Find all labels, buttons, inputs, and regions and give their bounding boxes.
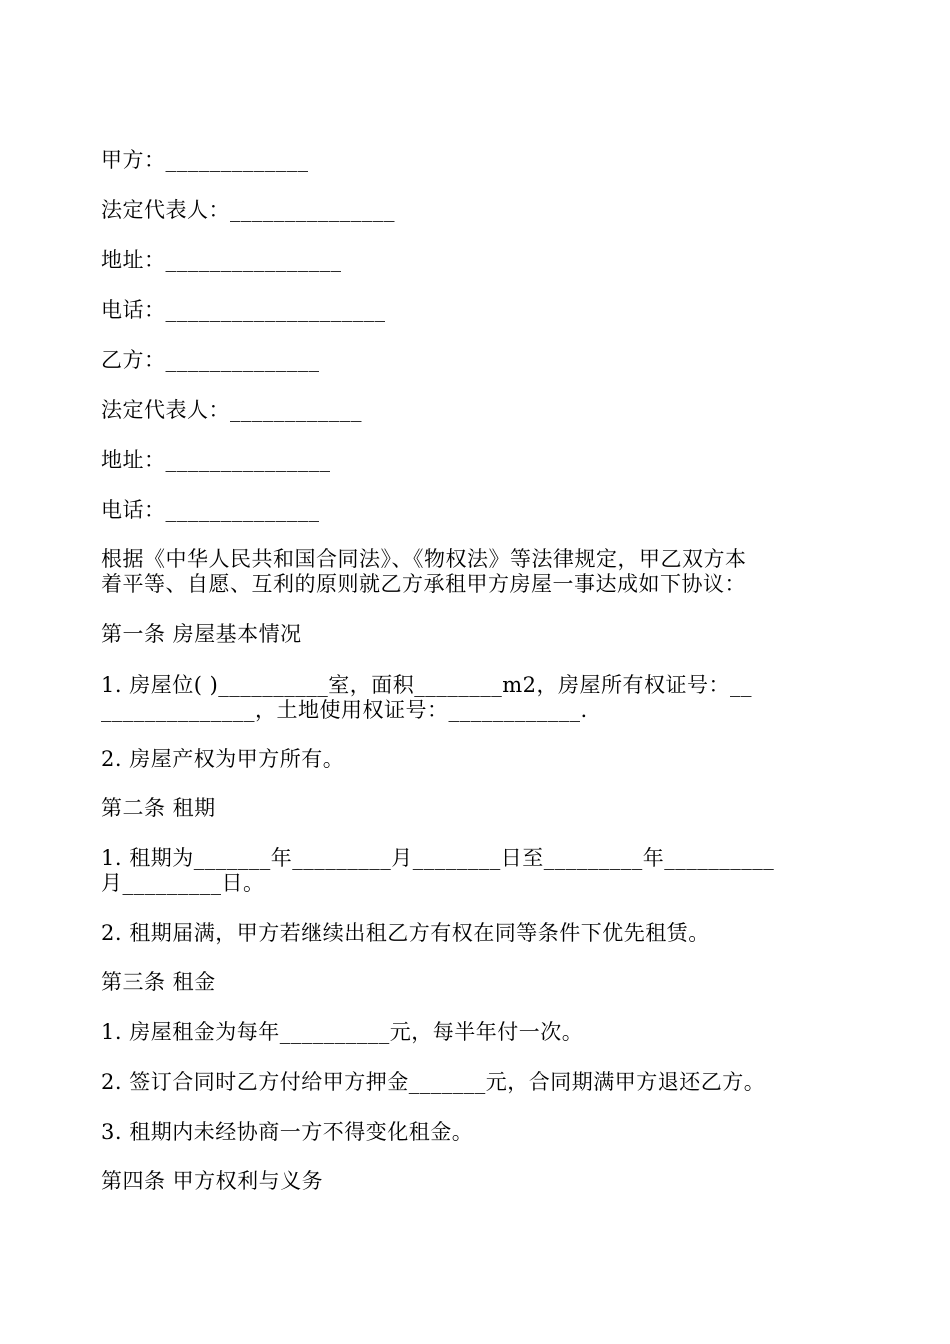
preamble-line-1: 根据《中华人民共和国合同法》、《物权法》等法律规定，甲乙双方本: [101, 547, 747, 571]
article-1-item-1-line-2: ______________，土地使用权证号：____________.: [101, 698, 588, 722]
article-3-title: 第三条 租金: [101, 970, 216, 994]
party-b-field: 乙方：______________: [101, 348, 320, 372]
article-2-title: 第二条 租期: [101, 796, 216, 820]
article-1-item-1-line-1: 1. 房屋位( )__________室，面积________m2，房屋所有权证号：__: [101, 673, 753, 697]
party-a-phone-field: 电话：____________________: [101, 298, 386, 322]
article-2-item-1-line-1: 1. 租期为_______年_________月________日至_________年__________: [101, 846, 775, 870]
party-a-address-field: 地址：________________: [101, 248, 342, 272]
article-1-title: 第一条 房屋基本情况: [101, 622, 302, 646]
article-4-title: 第四条 甲方权利与义务: [101, 1169, 324, 1193]
article-3-item-1: 1. 房屋租金为每年__________元，每半年付一次。: [101, 1020, 584, 1044]
article-3-item-3: 3. 租期内未经协商一方不得变化租金。: [101, 1120, 474, 1144]
article-2-item-2: 2. 租期届满，甲方若继续出租乙方有权在同等条件下优先租赁。: [101, 921, 710, 945]
party-b-phone-field: 电话：______________: [101, 498, 320, 522]
party-b-representative-field: 法定代表人：____________: [101, 398, 362, 422]
article-1-item-2: 2. 房屋产权为甲方所有。: [101, 747, 345, 771]
preamble-line-2: 着平等、自愿、互利的原则就乙方承租甲方房屋一事达成如下协议：: [101, 572, 746, 596]
article-2-item-1-line-2: 月_________日。: [101, 871, 265, 895]
party-a-field: 甲方：_____________: [101, 148, 309, 172]
party-b-address-field: 地址：_______________: [101, 448, 331, 472]
article-3-item-2: 2. 签订合同时乙方付给甲方押金_______元，合同期满甲方退还乙方。: [101, 1070, 766, 1094]
party-a-representative-field: 法定代表人：_______________: [101, 198, 395, 222]
